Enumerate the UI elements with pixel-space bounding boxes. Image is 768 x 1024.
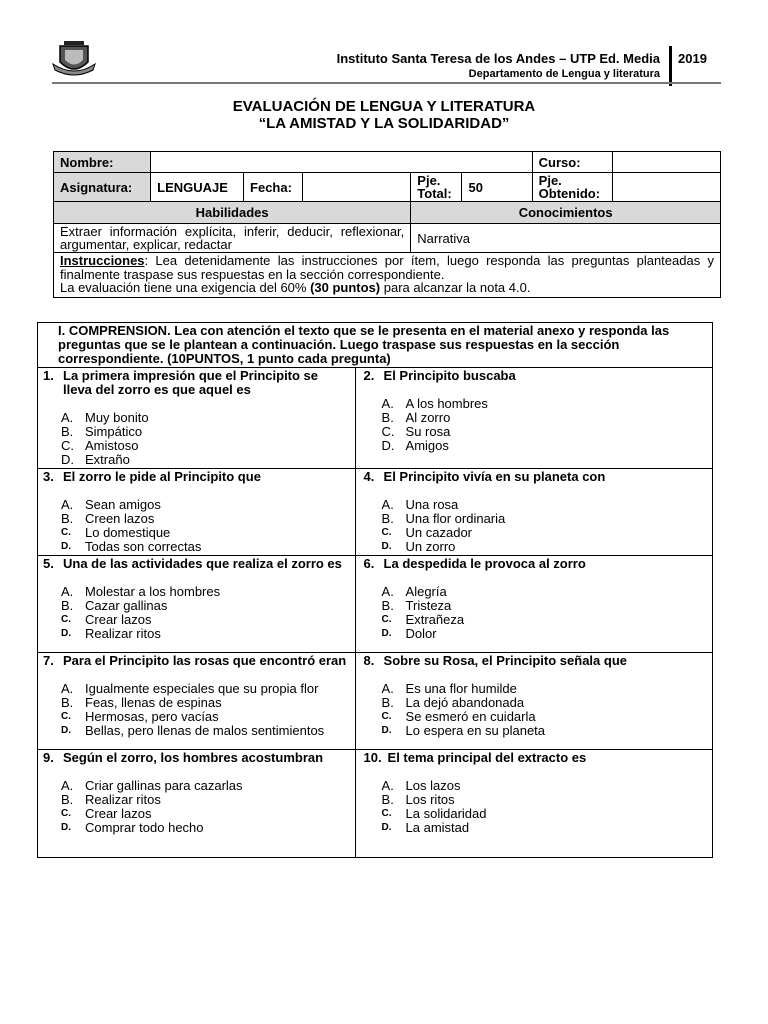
option-letter: A. (61, 584, 74, 599)
instructions-text: : Lea detenidamente las instrucciones por ítem, luego responda las preguntas planteadas y finalmente traspase sus respuestas en la sección correspondiente. (60, 253, 714, 282)
answer-option[interactable] (382, 696, 704, 710)
answer-options (43, 779, 347, 835)
question-cell (355, 653, 712, 750)
question-title (43, 654, 347, 668)
answer-option[interactable] (382, 613, 704, 627)
option-text: Realizar ritos (85, 626, 161, 641)
option-letter: A. (381, 396, 394, 411)
answer-option[interactable] (382, 512, 704, 526)
answer-option[interactable] (61, 585, 347, 599)
option-letter: C. (61, 438, 74, 453)
curso-label: Curso: (532, 152, 612, 173)
option-text: Una flor ordinaria (405, 511, 506, 526)
question-row (38, 556, 713, 653)
option-text: Creen lazos (85, 511, 155, 526)
option-text: A los hombres (405, 396, 488, 411)
question-title (364, 369, 704, 383)
question-number: 5. (43, 556, 54, 571)
option-text: La amistad (405, 820, 470, 835)
instructions-label: Instrucciones (60, 253, 145, 268)
nombre-label: Nombre: (54, 152, 151, 173)
question-number: 10. (363, 750, 382, 765)
pje-obtenido-label: Pje. Obtenido: (532, 173, 612, 202)
option-letter: B. (381, 410, 394, 425)
answer-options (43, 682, 347, 738)
option-text: Es una flor humilde (405, 681, 517, 696)
answer-option[interactable] (382, 793, 704, 807)
answer-options (364, 779, 704, 835)
answer-option[interactable] (61, 498, 347, 512)
answer-option[interactable] (382, 682, 704, 696)
option-text: Tristeza (405, 598, 452, 613)
section-heading: I. COMPRENSION. Lea con atención el texto que se le presenta en el material anexo y responda las preguntas que se le plantean a continuación. Luego traspase sus respuestas en la sección correspondiente. (10PUNTOS, 1 punto cada pregunta) (38, 323, 713, 368)
question-text: La despedida le provoca al zorro (383, 556, 586, 571)
option-text: Los ritos (405, 792, 455, 807)
question-text: El tema principal del extracto es (387, 750, 587, 765)
questions-table (37, 322, 713, 858)
question-text: Sobre su Rosa, el Principito señala que (383, 653, 627, 668)
document-title: EVALUACIÓN DE LENGUA Y LITERATURA (232, 98, 536, 115)
option-text: La solidaridad (405, 806, 487, 821)
answer-option[interactable] (382, 710, 704, 724)
answer-option[interactable] (61, 724, 347, 738)
option-text: Un cazador (405, 525, 473, 540)
option-text: Muy bonito (85, 410, 149, 425)
option-letter: B. (61, 695, 74, 710)
answer-option[interactable] (382, 526, 704, 540)
answer-option[interactable] (382, 627, 704, 641)
option-text: Un zorro (405, 539, 456, 554)
option-text: Al zorro (405, 410, 451, 425)
option-letter: A. (61, 778, 74, 793)
answer-option[interactable] (61, 627, 347, 641)
answer-option[interactable] (61, 439, 347, 453)
question-cell (38, 469, 356, 556)
option-text: Molestar a los hombres (85, 584, 221, 599)
option-letter: B. (61, 792, 74, 807)
answer-option[interactable] (61, 696, 347, 710)
instructions-cell (54, 253, 721, 298)
question-title (43, 751, 347, 765)
department-name: Departamento de Lengua y literatura (468, 68, 660, 80)
question-cell (38, 750, 356, 858)
option-text: Comprar todo hecho (85, 820, 204, 835)
answer-option[interactable] (61, 599, 347, 613)
year-label: 2019 (678, 51, 707, 66)
option-text: Lo domestique (85, 525, 171, 540)
question-title (364, 557, 704, 571)
answer-option[interactable] (61, 821, 347, 835)
question-title (43, 369, 347, 397)
question-cell (38, 653, 356, 750)
question-number: 4. (363, 469, 375, 484)
option-letter: C. (61, 527, 71, 538)
option-text: Se esmeró en cuidarla (405, 709, 536, 724)
pje-obtenido-field[interactable] (612, 173, 720, 202)
option-letter: B. (381, 695, 394, 710)
question-row (38, 469, 713, 556)
answer-options (364, 682, 704, 738)
answer-option[interactable] (382, 439, 704, 453)
habilidades-header: Habilidades (54, 202, 411, 224)
pje-total-label: Pje. Total: (411, 173, 462, 202)
answer-option[interactable] (61, 807, 347, 821)
option-letter: A. (381, 681, 394, 696)
option-text: Amistoso (85, 438, 139, 453)
question-number: 9. (43, 750, 54, 765)
option-text: Los lazos (405, 778, 461, 793)
conocimientos-header: Conocimientos (411, 202, 721, 224)
answer-options (364, 498, 704, 554)
option-letter: D. (61, 628, 71, 639)
option-letter: D. (61, 541, 71, 552)
answer-options (43, 585, 347, 641)
exigencia-text: La evaluación tiene una exigencia del 60% (60, 280, 311, 295)
question-cell (355, 750, 712, 858)
answer-option[interactable] (61, 425, 347, 439)
option-text: Lo espera en su planeta (405, 723, 546, 738)
option-letter: A. (61, 497, 74, 512)
question-text: El Principito vivía en su planeta con (383, 469, 606, 484)
answer-option[interactable] (382, 411, 704, 425)
answer-option[interactable] (382, 599, 704, 613)
answer-options (364, 397, 704, 453)
answer-option[interactable] (382, 724, 704, 738)
answer-option[interactable] (61, 540, 347, 554)
option-letter: B. (381, 598, 394, 613)
option-letter: B. (61, 598, 74, 613)
option-letter: C. (61, 614, 71, 625)
option-text: Hermosas, pero vacías (85, 709, 219, 724)
option-text: Su rosa (405, 424, 451, 439)
institution-name: Instituto Santa Teresa de los Andes – UTP Ed. Media (336, 51, 660, 66)
question-cell (355, 368, 712, 469)
option-letter: D. (61, 725, 71, 736)
answer-option[interactable] (61, 779, 347, 793)
answer-option[interactable] (61, 411, 347, 425)
answer-option[interactable] (61, 526, 347, 540)
answer-option[interactable] (382, 821, 704, 835)
option-text: Una rosa (405, 497, 459, 512)
question-row (38, 368, 713, 469)
question-text: El Principito buscaba (383, 368, 516, 383)
option-letter: C. (381, 711, 392, 722)
option-text: Extrañeza (405, 612, 465, 627)
option-letter: C. (381, 808, 392, 819)
option-letter: D. (381, 628, 392, 639)
document-subtitle: “LA AMISTAD Y LA SOLIDARIDAD” (258, 115, 510, 132)
option-text: Amigos (405, 438, 449, 453)
question-text: Según el zorro, los hombres acostumbran (63, 750, 324, 765)
option-letter: A. (381, 584, 394, 599)
nombre-field[interactable] (151, 152, 532, 173)
answer-options (43, 498, 347, 554)
question-title (43, 557, 347, 571)
question-text: La primera impresión que el Principito se lleva del zorro es que aquel es (63, 368, 319, 397)
option-letter: C. (381, 527, 392, 538)
question-number: 8. (363, 653, 375, 668)
pje-total-value: 50 (462, 173, 532, 202)
answer-option[interactable] (382, 425, 704, 439)
question-number: 7. (43, 653, 54, 668)
option-text: Criar gallinas para cazarlas (85, 778, 243, 793)
question-cell (38, 556, 356, 653)
option-letter: D. (381, 822, 392, 833)
question-number: 2. (363, 368, 375, 383)
asignatura-value: LENGUAJE (151, 173, 244, 202)
option-text: Crear lazos (85, 612, 152, 627)
option-letter: D. (381, 725, 392, 736)
conocimientos-value: Narrativa (411, 224, 721, 253)
option-text: Realizar ritos (85, 792, 161, 807)
question-title (364, 470, 704, 484)
option-letter: A. (61, 681, 74, 696)
option-text: Igualmente especiales que su propia flor (85, 681, 319, 696)
answer-option[interactable] (382, 779, 704, 793)
header-rule (52, 82, 721, 84)
option-letter: A. (61, 410, 74, 425)
answer-option[interactable] (61, 613, 347, 627)
question-number: 6. (363, 556, 375, 571)
habilidades-value: Extraer información explícita, inferir, deducir, reflexionar, argumentar, explicar, redactar (54, 224, 411, 253)
school-crest-logo (52, 40, 96, 78)
question-number: 3. (43, 469, 54, 484)
option-text: Crear lazos (85, 806, 152, 821)
answer-option[interactable] (382, 585, 704, 599)
option-letter: B. (381, 511, 394, 526)
option-text: Todas son correctas (85, 539, 202, 554)
option-letter: A. (381, 497, 394, 512)
question-cell (355, 556, 712, 653)
option-letter: D. (61, 452, 74, 467)
answer-option[interactable] (382, 540, 704, 554)
fecha-label: Fecha: (244, 173, 303, 202)
answer-option[interactable] (61, 682, 347, 696)
student-info-table (53, 151, 721, 298)
question-row (38, 750, 713, 858)
option-letter: C. (61, 808, 71, 819)
question-row (38, 653, 713, 750)
curso-field[interactable] (612, 152, 720, 173)
option-text: Cazar gallinas (85, 598, 168, 613)
question-number: 1. (43, 368, 54, 383)
option-letter: D. (381, 541, 392, 552)
option-letter: C. (61, 711, 71, 722)
option-text: Feas, llenas de espinas (85, 695, 222, 710)
option-letter: B. (61, 511, 74, 526)
fecha-field[interactable] (303, 173, 411, 202)
option-text: Extraño (85, 452, 130, 467)
answer-option[interactable] (382, 807, 704, 821)
answer-options (364, 585, 704, 641)
option-letter: B. (61, 424, 74, 439)
answer-option[interactable] (382, 397, 704, 411)
question-text: Una de las actividades que realiza el zorro es (63, 556, 342, 571)
answer-option[interactable] (61, 453, 347, 467)
answer-options (43, 411, 347, 467)
option-text: Bellas, pero llenas de malos sentimientos (85, 723, 325, 738)
exigencia-text-end: para alcanzar la nota 4.0. (380, 280, 531, 295)
question-cell (38, 368, 356, 469)
option-letter: D. (381, 438, 395, 453)
option-text: Dolor (405, 626, 437, 641)
option-text: Alegría (405, 584, 447, 599)
answer-option[interactable] (61, 710, 347, 724)
option-letter: C. (381, 424, 395, 439)
question-cell (355, 469, 712, 556)
answer-option[interactable] (61, 512, 347, 526)
question-text: Para el Principito las rosas que encontró eran (63, 653, 347, 668)
question-title (364, 654, 704, 668)
answer-option[interactable] (61, 793, 347, 807)
answer-option[interactable] (382, 498, 704, 512)
exigencia-points: (30 puntos) (310, 280, 381, 295)
option-text: La dejó abandonada (405, 695, 525, 710)
question-text: El zorro le pide al Principito que (63, 469, 261, 484)
question-title (364, 751, 704, 765)
option-letter: B. (381, 792, 394, 807)
option-text: Simpático (85, 424, 143, 439)
option-letter: C. (381, 614, 392, 625)
option-text: Sean amigos (85, 497, 161, 512)
option-letter: D. (61, 822, 71, 833)
asignatura-label: Asignatura: (54, 173, 151, 202)
header-divider (669, 46, 672, 86)
question-title (43, 470, 347, 484)
option-letter: A. (381, 778, 394, 793)
